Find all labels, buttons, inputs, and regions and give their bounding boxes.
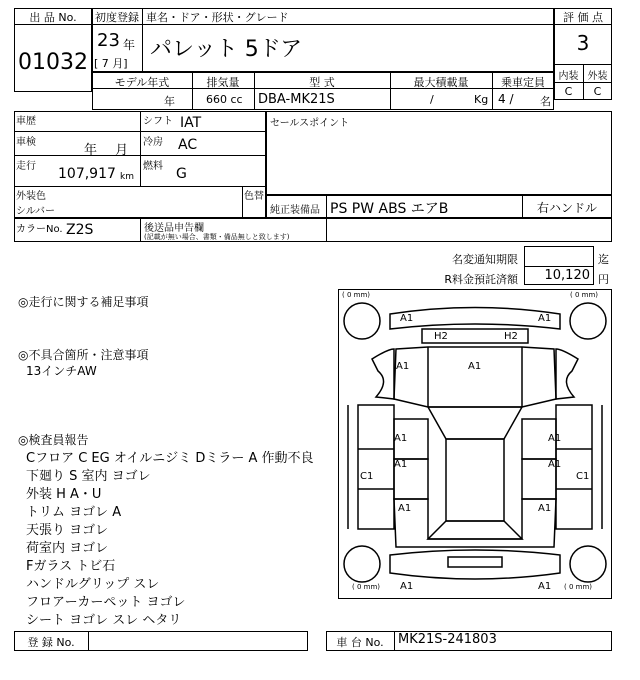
mark-door-rear-left: A1 (394, 459, 408, 470)
first-reg-label: 初度登録 (95, 11, 139, 24)
mark-rear-right: A1 (538, 503, 552, 514)
chassis-label: 車 台 No. (336, 636, 384, 649)
front-fender-left (372, 349, 394, 399)
recycle-value: 10,120 (544, 268, 590, 283)
capacity-unit: 名 (540, 95, 551, 108)
history-label: 車歴 (16, 116, 36, 127)
tire-front-right (570, 303, 606, 339)
car-name-label: 車名・ドア・形状・グレード (146, 11, 289, 24)
inspector-line: トリム ヨゴレ A (26, 505, 122, 520)
steering-value: 右ハンドル (536, 201, 597, 215)
capacity-value: 4 / (498, 92, 514, 106)
rear-section (394, 499, 556, 547)
year-unit: 年 (123, 38, 136, 52)
inspector-line: Cフロア C EG オイルニジミ Dミラー A 作動不良 (26, 451, 314, 466)
interior-grade: C (564, 85, 573, 98)
defect-line: 13インチAW (26, 364, 97, 378)
mileage-label: 走行 (16, 161, 36, 172)
mark-rear-left: A1 (398, 503, 412, 514)
type-label: 型 式 (309, 76, 335, 89)
interior-label: 内装 (558, 71, 579, 82)
reg-no-label: 登 録 No. (27, 636, 75, 649)
mark-front-right: A1 (538, 313, 552, 324)
inspector-line: 天張り ヨゴレ (26, 523, 109, 538)
name-change-value-box (524, 246, 594, 267)
model-year-unit: 年 (164, 95, 175, 108)
front-fender-right (556, 349, 578, 399)
lot-number: 01032 (18, 50, 88, 75)
inspection-value: 年 月 (84, 143, 129, 158)
first-reg-month: [ 7 月] (94, 57, 128, 70)
rating-value: 3 (576, 31, 590, 55)
inspector-line: 下廻り S 室内 ヨゴレ (26, 469, 151, 484)
sales-point-label: セールスポイント (270, 118, 350, 129)
rear-plate (448, 557, 502, 567)
tire-depth-front-right: ( 0 mm) (570, 291, 599, 299)
tire-depth-rear-left: ( 0 mm) (352, 583, 381, 591)
genuine-equipment-value: PS PW ABS エアB (330, 201, 449, 217)
color-no-label: カラーNo. (16, 224, 63, 235)
tire-rear-left (344, 546, 380, 582)
model-year-label: モデル年式 (114, 76, 170, 89)
tire-depth-rear-right: ( 0 mm) (564, 583, 593, 591)
exterior-color-label: 外装色 (16, 191, 46, 202)
mark-rear-bumper-right: A1 (538, 581, 552, 592)
car-diagram (338, 289, 612, 599)
tire-rear-right (570, 546, 606, 582)
name-change-unit: 迄 (598, 253, 609, 266)
max-load-slash: / (430, 93, 434, 106)
ac-value: AC (178, 137, 198, 153)
inspector-line: ハンドルグリップ スレ (26, 577, 160, 592)
name-change-label: 名変通知期限 (452, 253, 518, 266)
rear-bumper (390, 550, 560, 579)
mark-side-left: C1 (360, 471, 374, 482)
capacity-label: 乗車定員 (501, 76, 545, 89)
fuel-value: G (176, 166, 187, 182)
roof (446, 439, 504, 521)
inspector-line: 荷室内 ヨゴレ (26, 541, 109, 556)
rear-window (428, 521, 522, 539)
car-name: パレット 5ドア (150, 37, 303, 62)
inspector-title: ◎検査員報告 (18, 433, 89, 447)
mileage-value: 107,917 (58, 166, 116, 182)
mark-door-front-left: A1 (394, 433, 408, 444)
color-change-label: 色替 (244, 191, 264, 202)
first-reg-year: 23 (97, 30, 120, 51)
lot-label: 出 品 No. (29, 11, 77, 24)
defects-title: ◎不具合箇所・注意事項 (18, 348, 149, 362)
chassis-value: MK21S-241803 (398, 632, 497, 647)
genuine-equipment-label: 純正装備品 (270, 205, 320, 216)
max-load-label: 最大積載量 (413, 76, 469, 89)
hood (394, 347, 556, 407)
inspector-line: 外装 H A・U (26, 487, 102, 502)
ac-label: 冷房 (143, 137, 163, 148)
inspector-line: Fガラス トビ石 (26, 559, 116, 574)
recycle-unit: 円 (598, 273, 609, 286)
after-delivery-label: 後送品申告欄 (144, 223, 204, 234)
inspection-label: 車検 (16, 137, 36, 148)
mark-door-rear-right: A1 (548, 459, 562, 470)
mileage-unit: km (120, 172, 134, 182)
shift-value: IAT (180, 115, 202, 131)
recycle-label: R料金預託済額 (444, 273, 518, 286)
mark-front-left: A1 (400, 313, 414, 324)
mark-side-right: C1 (576, 471, 590, 482)
tire-front-left (344, 303, 380, 339)
side-body-right (556, 405, 592, 529)
mark-door-front-right: A1 (548, 433, 562, 444)
mark-rear-bumper-left: A1 (400, 581, 414, 592)
mark-h2-left: H2 (434, 331, 448, 342)
inspector-line: シート ヨゴレ スレ ヘタリ (26, 613, 182, 628)
exterior-label: 外装 (587, 71, 608, 82)
driving-notes-title: ◎走行に関する補足事項 (18, 295, 149, 309)
tire-depth-front-left: ( 0 mm) (342, 291, 371, 299)
exterior-grade: C (593, 85, 602, 98)
color-no-value: Z2S (66, 222, 94, 238)
front-bumper (390, 308, 560, 330)
color-no-box (14, 218, 612, 242)
max-load-unit: Kg (474, 93, 489, 106)
exterior-color-value: シルバー (16, 206, 56, 217)
mark-hood: A1 (468, 361, 482, 372)
displacement-label: 排気量 (206, 76, 240, 89)
mark-h2-right: H2 (504, 331, 518, 342)
after-delivery-note: (記載が無い場合、書類・備品無しと致します) (144, 233, 290, 241)
shift-label: シフト (143, 116, 173, 127)
mark-fender-left: A1 (396, 361, 410, 372)
fuel-label: 燃料 (143, 161, 163, 172)
type-value: DBA-MK21S (258, 92, 335, 107)
displacement-value: 660 cc (206, 93, 243, 106)
inspector-line: フロアーカーペット ヨゴレ (26, 595, 186, 610)
side-body-left (358, 405, 394, 529)
windshield (428, 407, 522, 439)
rating-label: 評 価 点 (563, 11, 603, 24)
